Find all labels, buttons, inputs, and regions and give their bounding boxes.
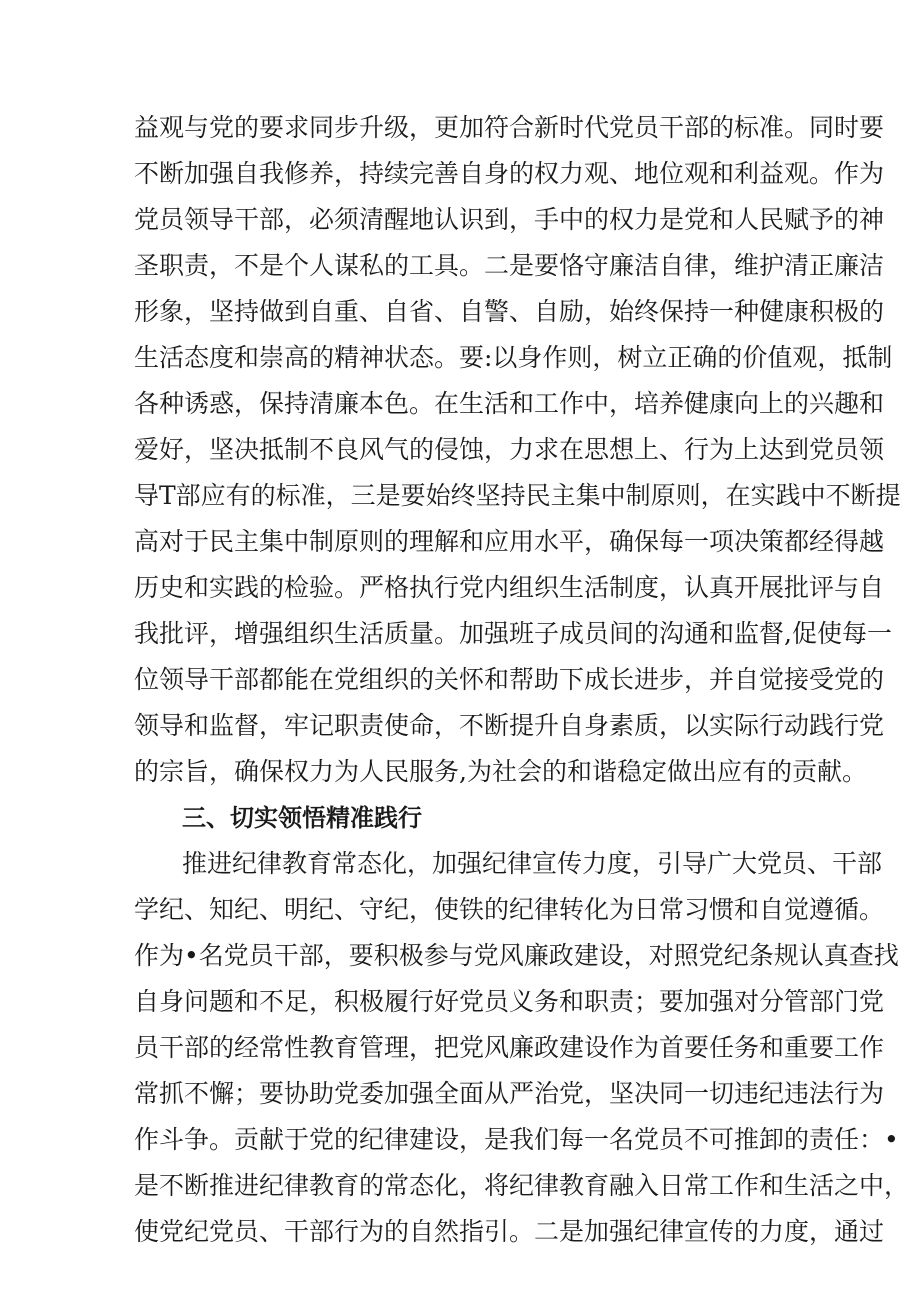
paragraph-line: 我批评，增强组织生活质量。加强班子成员间的沟通和监督,促使每一 <box>134 619 892 648</box>
section-heading: 三、切实领悟精准践行 <box>182 804 422 832</box>
paragraph-line: 推进纪律教育常态化，加强纪律宣传力度，引导广大党员、干部 <box>182 849 883 878</box>
paragraph-line: 爱好，坚决抵制不良风气的侵蚀，力求在思想上、行为上达到党员领 <box>134 435 885 464</box>
paragraph-line: 位领导干部都能在党组织的关怀和帮助下成长进步，并自觉接受党的 <box>134 665 885 694</box>
paragraph-line: 领导和监督，牢记职责使命，不断提升自身素质，以实际行动践行党 <box>134 711 885 740</box>
paragraph-line: 导T部应有的标准，三是要始终坚持民主集中制原则，在实践中不断提 <box>134 481 901 510</box>
paragraph-line: 各种诱惑，保持清廉本色。在生活和工作中，培养健康向上的兴趣和 <box>134 389 885 418</box>
paragraph-line: 员干部的经常性教育管理，把党风廉政建设作为首要任务和重要工作 <box>134 1033 885 1062</box>
paragraph-line: 生活态度和崇高的精神状态。要:以身作则，树立正确的价值观，抵制 <box>134 343 893 372</box>
paragraph-line: 自身问题和不足，积极履行好党员义务和职责；要加强对分管部门党 <box>134 987 885 1016</box>
paragraph-line: 不断加强自我修养，持续完善自身的权力观、地位观和利益观。作为 <box>134 159 885 188</box>
paragraph-line: 高对于民主集中制原则的理解和应用水平，确保每一项决策都经得越 <box>134 527 885 556</box>
paragraph-line: 的宗旨，确保权力为人民服务,为社会的和谐稳定做出应有的贡献。 <box>134 757 867 786</box>
paragraph-line: 益观与党的要求同步升级，更加符合新时代党员干部的标准。同时要 <box>134 113 885 142</box>
paragraph-line: 历史和实践的检验。严格执行党内组织生活制度，认真开展批评与自 <box>134 573 885 602</box>
paragraph-line: 党员领导干部，必须清醒地认识到，手中的权力是党和人民赋予的神 <box>134 205 885 234</box>
paragraph-line: 形象，坚持做到自重、自省、自警、自励，始终保持一种健康积极的 <box>134 297 885 326</box>
paragraph-line: 学纪、知纪、明纪、守纪，使铁的纪律转化为日常习惯和自觉遵循。 <box>134 895 885 924</box>
paragraph-line: 作斗争。贡献于党的纪律建设，是我们每一名党员不可推卸的责任：• <box>134 1125 899 1154</box>
paragraph-line: 使党纪党员、干部行为的自然指引。二是加强纪律宣传的力度，通过 <box>134 1217 885 1246</box>
paragraph-line: 圣职责，不是个人谋私的工具。二是要恪守廉洁自律，维护清正廉洁 <box>134 251 885 280</box>
paragraph-line: 作为•名党员干部，要积极参与党风廉政建设，对照党纪条规认真查找 <box>134 941 899 970</box>
paragraph-line: 常抓不懈；要协助党委加强全面从严治党，坚决同一切违纪违法行为 <box>134 1079 885 1108</box>
paragraph-line: 是不断推进纪律教育的常态化，将纪律教育融入日常工作和生活之中， <box>134 1171 910 1200</box>
